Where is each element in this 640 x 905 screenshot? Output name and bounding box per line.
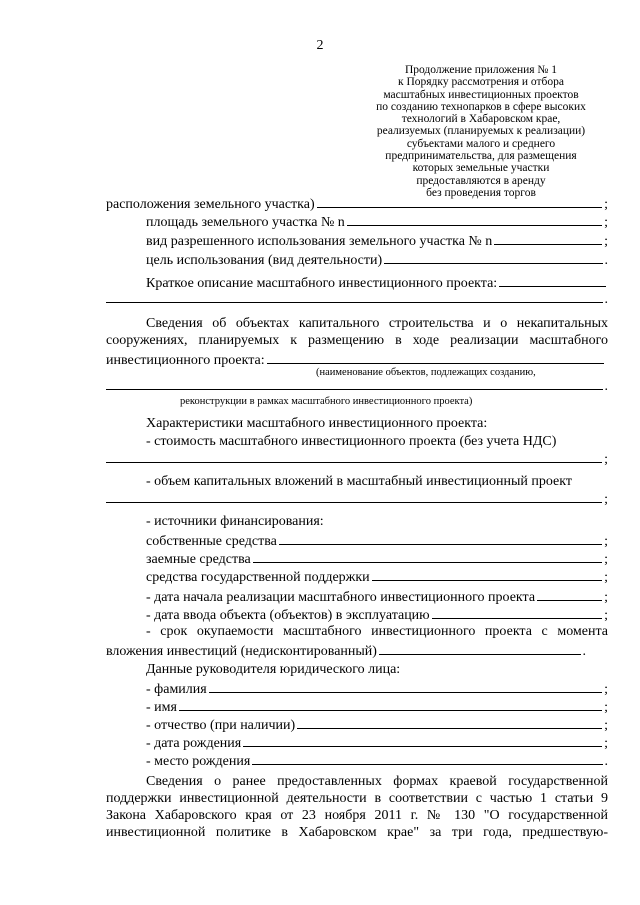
head-heading: Данные руководителя юридического лица: bbox=[146, 662, 401, 677]
appendix-line: Продолжение приложения № 1 bbox=[404, 64, 558, 76]
appendix-line: без проведения торгов bbox=[426, 186, 536, 199]
payback-text-1: - срок окупаемости масштабного инвестиционного проекта с момента bbox=[146, 624, 608, 639]
patronymic-label: - отчество (при наличии) bbox=[146, 718, 296, 733]
birth-place-row bbox=[106, 752, 608, 770]
birth-place-label: - место рождения bbox=[146, 754, 251, 769]
punct-semicolon: ; bbox=[604, 590, 608, 605]
appendix-line: реализуемых (планируемых к реализации) bbox=[376, 125, 586, 138]
appendix-line: по созданию технопарков в сфере высоких bbox=[376, 100, 586, 113]
land-area-field[interactable] bbox=[347, 213, 602, 226]
capex-row bbox=[106, 490, 608, 508]
commissioning-date-field[interactable] bbox=[432, 606, 602, 619]
permitted-use-field[interactable] bbox=[494, 232, 602, 245]
payback-row bbox=[106, 642, 608, 660]
support-text-1: Сведения о ранее предоставленных формах краевой государственной bbox=[146, 774, 608, 789]
punct-semicolon: ; bbox=[604, 718, 608, 733]
punct-period: . bbox=[604, 253, 608, 268]
surname-field[interactable] bbox=[209, 680, 602, 693]
appendix-line: предоставляются в аренду bbox=[416, 174, 546, 187]
punct-semicolon: ; bbox=[604, 736, 608, 751]
borrowed-funds-label: заемные средства bbox=[146, 552, 251, 567]
brief-description-label: Краткое описание масштабного инвестиционного проекта: bbox=[146, 276, 498, 291]
patronymic-row bbox=[106, 716, 608, 734]
punct-semicolon: ; bbox=[604, 570, 608, 585]
support-text-2: поддержки инвестиционной деятельности в соответствии с частью 1 статьи 9 bbox=[106, 791, 608, 806]
surname-row bbox=[106, 680, 608, 698]
purpose-field[interactable] bbox=[384, 251, 602, 264]
brief-description-field[interactable] bbox=[499, 274, 606, 287]
start-date-field[interactable] bbox=[537, 588, 602, 601]
birth-date-field[interactable] bbox=[243, 734, 602, 747]
punct-semicolon: ; bbox=[604, 700, 608, 715]
construction-label: инвестиционного проекта: bbox=[106, 353, 265, 368]
punct-period: . bbox=[604, 292, 608, 307]
payback-label: вложения инвестиций (недисконтированный) bbox=[106, 644, 377, 659]
brief-description-field-2[interactable] bbox=[106, 290, 603, 303]
construction-text-2: сооружениях, планируемых к размещению в ходе реализации масштабного bbox=[106, 333, 608, 348]
state-support-funds-row bbox=[106, 568, 608, 586]
brief-description-continuation bbox=[106, 290, 608, 308]
punct-semicolon: ; bbox=[604, 534, 608, 549]
land-location-row bbox=[106, 195, 608, 213]
state-support-funds-field[interactable] bbox=[372, 568, 602, 581]
own-funds-field[interactable] bbox=[279, 532, 602, 545]
birth-place-field[interactable] bbox=[252, 752, 602, 765]
patronymic-field[interactable] bbox=[297, 716, 602, 729]
land-location-field[interactable] bbox=[317, 195, 602, 208]
start-date-row bbox=[106, 588, 608, 606]
punct-semicolon: ; bbox=[604, 492, 608, 507]
name-row bbox=[106, 698, 608, 716]
name-label: - имя bbox=[146, 700, 177, 715]
capex-field[interactable] bbox=[106, 490, 602, 503]
support-text-3: Закона Хабаровского края от 23 ноября 2011 г. № 130 "О государственной bbox=[106, 808, 608, 823]
own-funds-label: собственные средства bbox=[146, 534, 277, 549]
commissioning-date-label: - дата ввода объекта (объектов) в эксплуатацию bbox=[146, 608, 430, 623]
construction-continuation bbox=[106, 377, 608, 395]
payback-field[interactable] bbox=[379, 642, 581, 655]
land-area-label: площадь земельного участка № n bbox=[146, 215, 345, 230]
appendix-line: предпринимательства, для размещения bbox=[385, 150, 577, 163]
surname-label: - фамилия bbox=[146, 682, 207, 697]
punct-period: . bbox=[604, 754, 608, 769]
appendix-line: к Порядку рассмотрения и отбора bbox=[398, 76, 564, 89]
punct-semicolon: ; bbox=[604, 452, 608, 467]
cost-row bbox=[106, 450, 608, 468]
cost-label: - стоимость масштабного инвестиционного проекта (без учета НДС) bbox=[146, 434, 557, 449]
construction-caption-2: реконструкции в рамках масштабного инвестиционного проекта) bbox=[180, 396, 473, 407]
commissioning-date-row bbox=[106, 606, 608, 624]
capex-label: - объем капитальных вложений в масштабный инвестиционный проект bbox=[146, 474, 572, 489]
construction-field[interactable] bbox=[267, 351, 604, 364]
appendix-line: которых земельные участки bbox=[412, 162, 550, 175]
financing-heading: - источники финансирования: bbox=[146, 514, 324, 529]
own-funds-row bbox=[106, 532, 608, 550]
birth-date-row bbox=[106, 734, 608, 752]
appendix-header bbox=[356, 64, 606, 199]
land-area-row bbox=[106, 213, 608, 231]
characteristics-heading: Характеристики масштабного инвестиционного проекта: bbox=[146, 416, 488, 431]
construction-caption-1: (наименование объектов, подлежащих созданию, bbox=[316, 367, 536, 378]
birth-date-label: - дата рождения bbox=[146, 736, 242, 751]
name-field[interactable] bbox=[179, 698, 602, 711]
support-text-4: инвестиционной политике в Хабаровском крае" за три года, предшествую- bbox=[106, 825, 608, 840]
state-support-funds-label: средства государственной поддержки bbox=[146, 570, 370, 585]
punct-period: . bbox=[604, 379, 608, 394]
page-number: 2 bbox=[316, 38, 324, 53]
punct-semicolon: ; bbox=[604, 682, 608, 697]
borrowed-funds-row bbox=[106, 550, 608, 568]
permitted-use-label: вид разрешенного использования земельного участка № n bbox=[146, 234, 493, 249]
punct-semicolon: ; bbox=[604, 197, 608, 212]
appendix-line: технологий в Хабаровском крае, bbox=[401, 113, 561, 126]
construction-field-2[interactable] bbox=[106, 377, 603, 390]
punct-semicolon: ; bbox=[604, 215, 608, 230]
construction-text-1: Сведения об объектах капитального строительства и о некапитальных bbox=[146, 316, 608, 331]
purpose-row bbox=[106, 251, 608, 269]
borrowed-funds-field[interactable] bbox=[253, 550, 602, 563]
land-location-label: расположения земельного участка) bbox=[106, 197, 315, 212]
appendix-line: субъектами малого и среднего bbox=[406, 137, 556, 150]
cost-field[interactable] bbox=[106, 450, 602, 463]
permitted-use-row bbox=[106, 232, 608, 250]
start-date-label: - дата начала реализации масштабного инвестиционного проекта bbox=[146, 590, 536, 605]
purpose-label: цель использования (вид деятельности) bbox=[146, 253, 383, 268]
punct-semicolon: ; bbox=[604, 552, 608, 567]
appendix-line: масштабных инвестиционных проектов bbox=[383, 88, 579, 101]
punct-semicolon: ; bbox=[604, 234, 608, 249]
punct-semicolon: ; bbox=[604, 608, 608, 623]
punct-period: . bbox=[582, 644, 586, 659]
